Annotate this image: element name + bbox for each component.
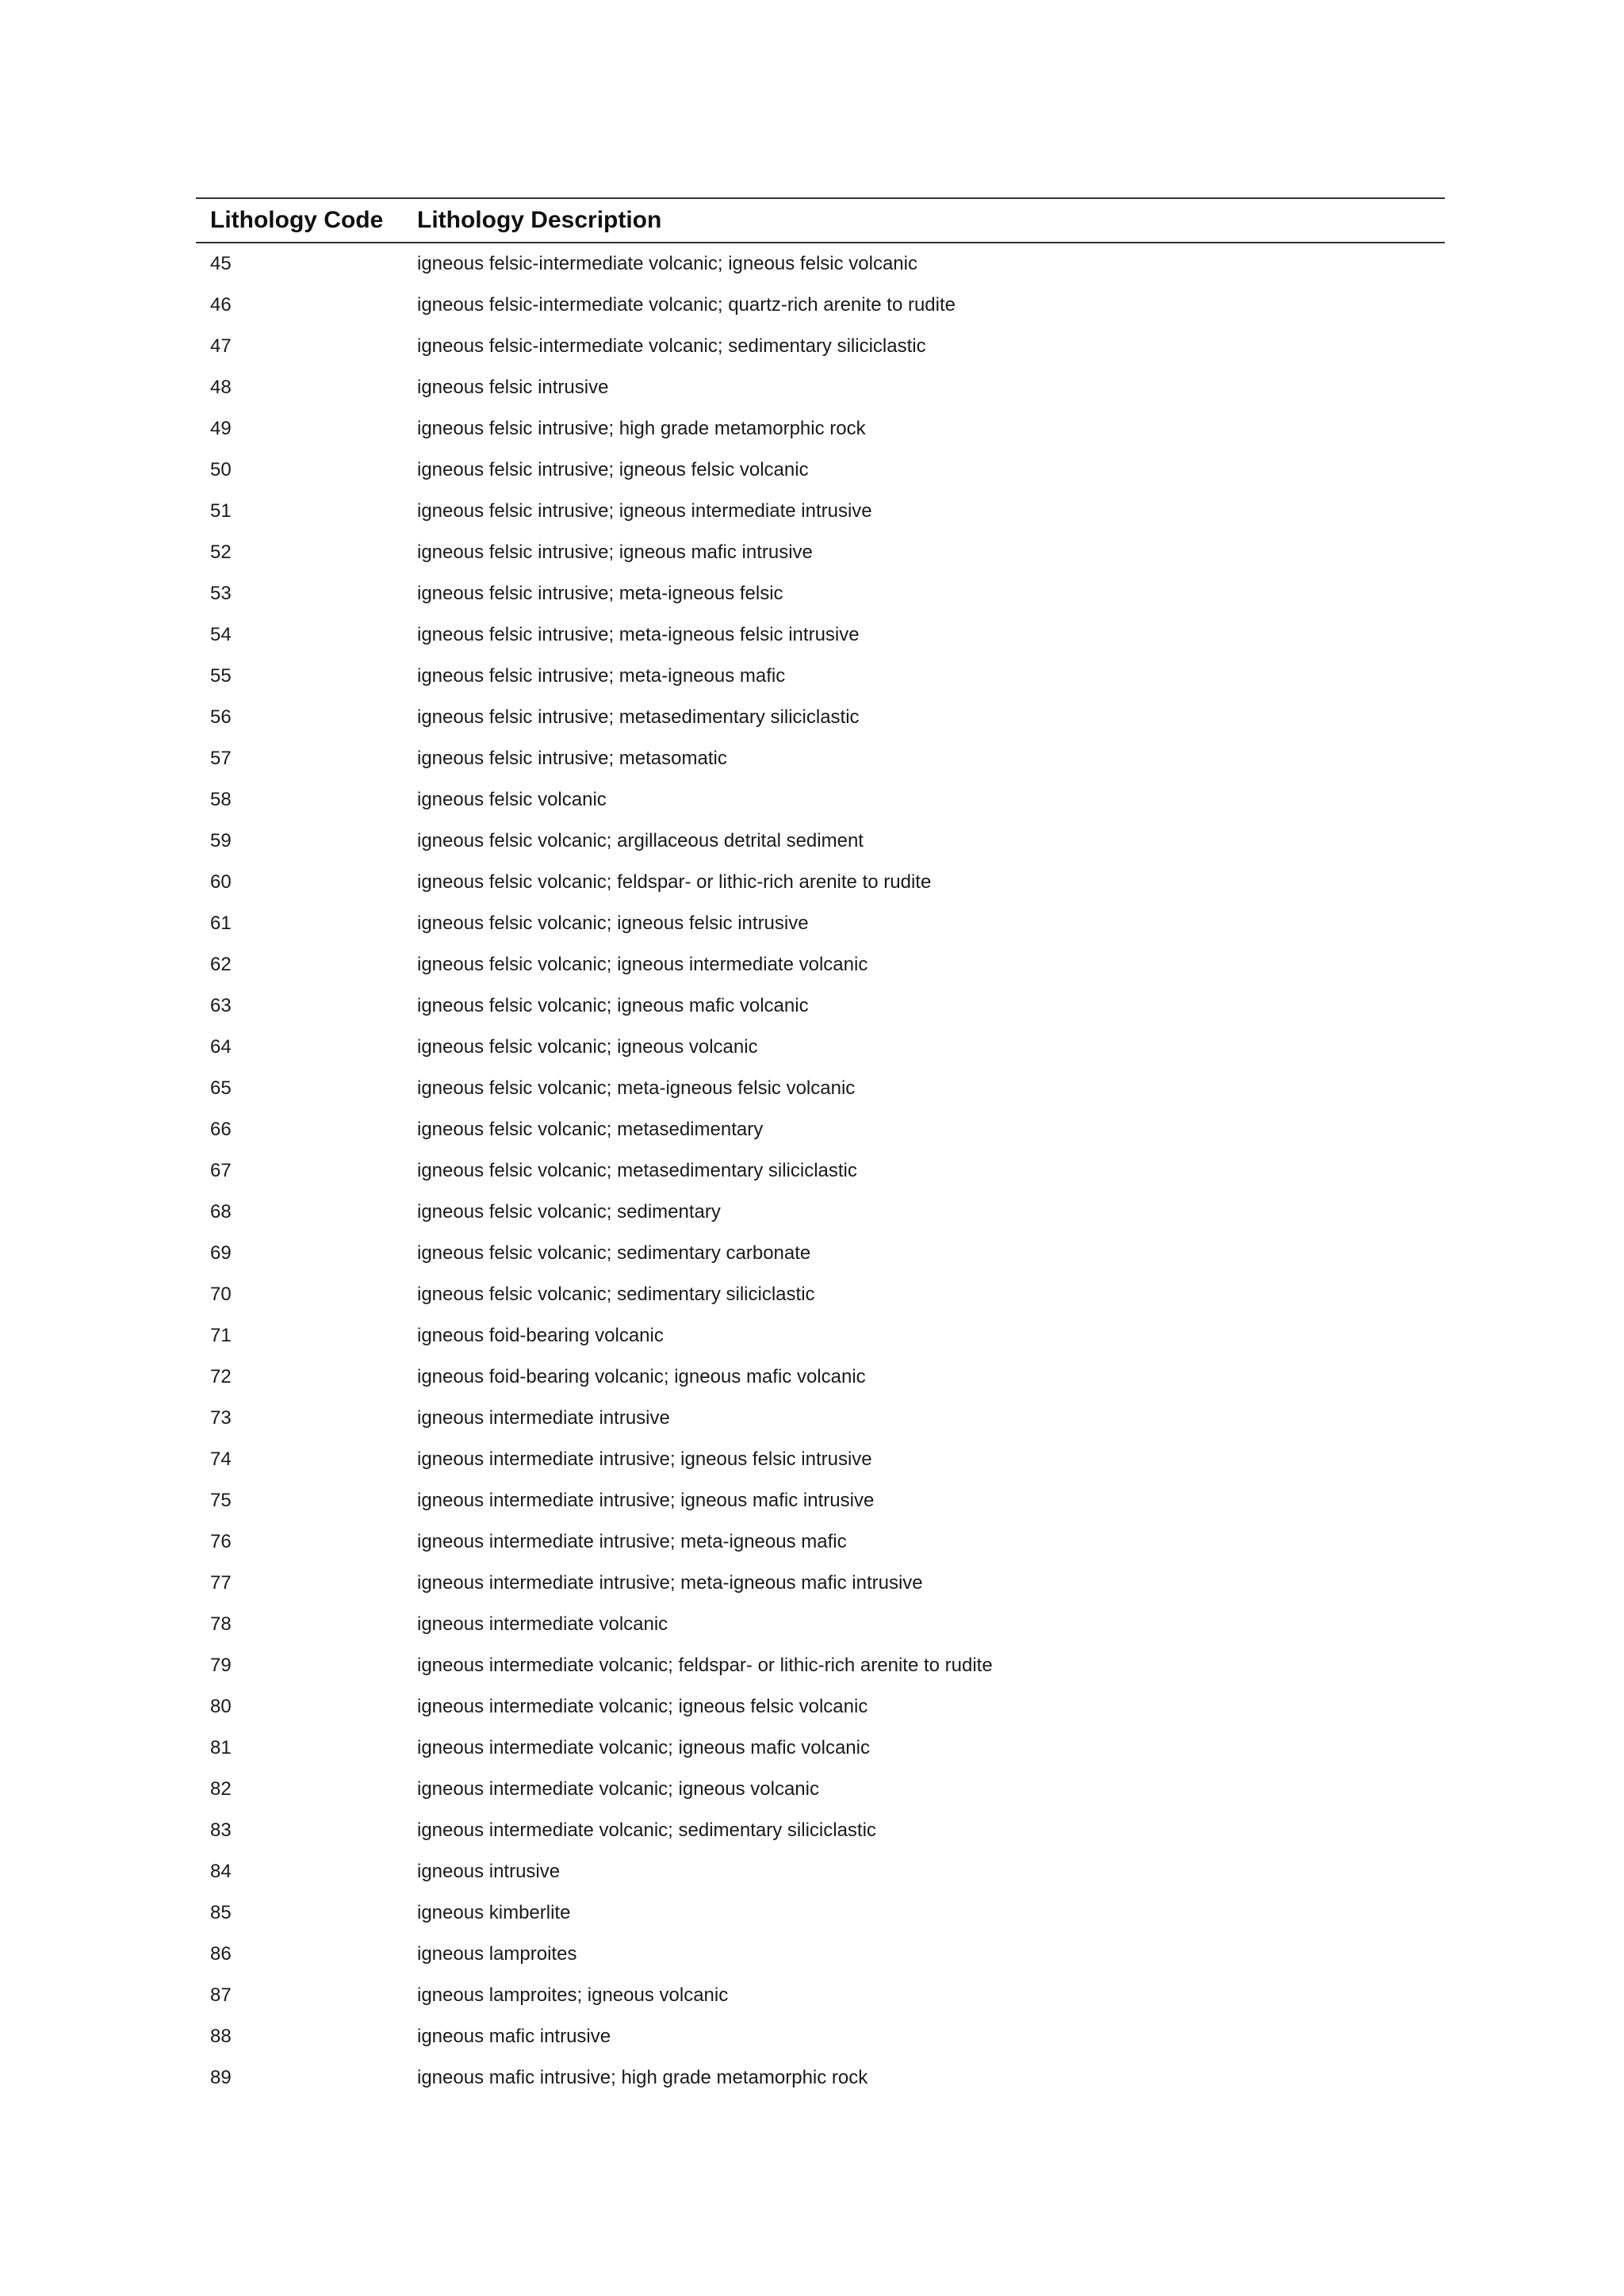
table-row	[196, 1563, 1445, 1604]
table-row	[196, 1439, 1445, 1480]
lithology-description-cell: igneous felsic volcanic	[417, 789, 607, 810]
lithology-code-cell: 59	[210, 830, 232, 851]
header-lithology-code: Lithology Code	[196, 198, 403, 243]
table-row	[196, 285, 1445, 326]
lithology-description-cell: igneous intermediate intrusive; igneous felsic intrusive	[417, 1448, 872, 1470]
table-row	[196, 408, 1445, 450]
lithology-description-cell: igneous intermediate volcanic; igneous mafic volcanic	[417, 1737, 870, 1758]
table-row	[196, 573, 1445, 614]
lithology-description-cell: igneous intermediate volcanic; igneous volcanic	[417, 1778, 819, 1800]
lithology-description-cell: igneous felsic volcanic; feldspar- or lithic-rich arenite to rudite	[417, 871, 932, 893]
lithology-code-cell: 68	[210, 1201, 232, 1223]
lithology-description-cell: igneous felsic volcanic; sedimentary	[417, 1201, 721, 1223]
lithology-code-cell: 74	[210, 1448, 232, 1470]
lithology-code-cell: 65	[210, 1077, 232, 1099]
table-row	[196, 1686, 1445, 1728]
lithology-code-cell: 58	[210, 789, 232, 810]
lithology-description-cell: igneous kimberlite	[417, 1902, 571, 1923]
lithology-description-cell: igneous mafic intrusive; high grade metamorphic rock	[417, 2067, 868, 2088]
lithology-description-cell: igneous felsic intrusive; high grade metamorphic rock	[417, 418, 866, 439]
table-row	[196, 1480, 1445, 1521]
lithology-description-cell: igneous intermediate volcanic; sedimentary siliciclastic	[417, 1820, 876, 1841]
lithology-code-cell: 84	[210, 1861, 232, 1882]
lithology-code-cell: 67	[210, 1160, 232, 1181]
lithology-code-cell: 57	[210, 748, 232, 769]
lithology-code-cell: 61	[210, 913, 232, 934]
table-row	[196, 1274, 1445, 1315]
lithology-code-cell: 62	[210, 954, 232, 975]
lithology-description-cell: igneous felsic intrusive; meta-igneous felsic intrusive	[417, 624, 860, 645]
lithology-description-cell: igneous felsic-intermediate volcanic; quartz-rich arenite to rudite	[417, 294, 956, 316]
table-row	[196, 326, 1445, 367]
lithology-description-cell: igneous felsic volcanic; meta-igneous felsic volcanic	[417, 1077, 856, 1099]
lithology-code-cell: 82	[210, 1778, 232, 1800]
lithology-code-cell: 78	[210, 1613, 232, 1635]
table-row	[196, 243, 1445, 285]
table-row	[196, 1604, 1445, 1645]
lithology-description-cell: igneous intermediate intrusive; meta-igneous mafic intrusive	[417, 1572, 923, 1594]
table-row	[196, 944, 1445, 985]
table-header	[196, 198, 1445, 243]
table-row	[196, 1728, 1445, 1769]
lithology-description-cell: igneous lamproites	[417, 1943, 577, 1965]
table-row	[196, 738, 1445, 779]
table-row	[196, 1398, 1445, 1439]
lithology-description-cell: igneous felsic volcanic; sedimentary carbonate	[417, 1242, 811, 1264]
table-row	[196, 1645, 1445, 1686]
table-row	[196, 1233, 1445, 1274]
lithology-code-cell: 64	[210, 1036, 232, 1058]
lithology-code-cell: 87	[210, 1984, 232, 2006]
lithology-code-cell: 76	[210, 1531, 232, 1552]
lithology-description-cell: igneous felsic intrusive; igneous felsic volcanic	[417, 459, 809, 480]
lithology-code-cell: 46	[210, 294, 232, 316]
lithology-description-cell: igneous felsic intrusive; igneous mafic intrusive	[417, 541, 813, 563]
lithology-code-cell: 49	[210, 418, 232, 439]
lithology-code-cell: 83	[210, 1820, 232, 1841]
lithology-description-cell: igneous felsic volcanic; igneous intermediate volcanic	[417, 954, 868, 975]
table-row	[196, 1150, 1445, 1192]
lithology-code-cell: 69	[210, 1242, 232, 1264]
lithology-code-cell: 72	[210, 1366, 232, 1387]
lithology-code-cell: 81	[210, 1737, 232, 1758]
lithology-code-cell: 56	[210, 706, 232, 728]
lithology-description-cell: igneous intrusive	[417, 1861, 561, 1882]
header-row	[196, 198, 1445, 243]
lithology-description-cell: igneous intermediate volcanic; feldspar- or lithic-rich arenite to rudite	[417, 1655, 993, 1676]
table-row	[196, 367, 1445, 408]
lithology-description-cell: igneous felsic volcanic; metasedimentary	[417, 1119, 764, 1140]
lithology-table	[196, 197, 1445, 2099]
table-row	[196, 491, 1445, 532]
lithology-code-cell: 63	[210, 995, 232, 1016]
lithology-code-cell: 71	[210, 1325, 232, 1346]
lithology-code-cell: 48	[210, 377, 232, 398]
table-row	[196, 862, 1445, 903]
table-row	[196, 903, 1445, 944]
lithology-description-cell: igneous felsic volcanic; igneous volcanic	[417, 1036, 758, 1058]
lithology-code-cell: 85	[210, 1902, 232, 1923]
lithology-code-cell: 55	[210, 665, 232, 687]
lithology-code-cell: 86	[210, 1943, 232, 1965]
lithology-code-cell: 60	[210, 871, 232, 893]
table-row	[196, 532, 1445, 573]
table-row	[196, 821, 1445, 862]
table-body	[196, 243, 1445, 2099]
lithology-code-cell: 52	[210, 541, 232, 563]
lithology-code-cell: 88	[210, 2026, 232, 2047]
lithology-code-cell: 51	[210, 500, 232, 522]
table-row	[196, 2057, 1445, 2099]
table-row	[196, 1357, 1445, 1398]
lithology-description-cell: igneous intermediate intrusive; igneous mafic intrusive	[417, 1490, 875, 1511]
table-row	[196, 1892, 1445, 1934]
lithology-description-cell: igneous felsic volcanic; igneous felsic intrusive	[417, 913, 809, 934]
lithology-description-cell: igneous intermediate volcanic	[417, 1613, 668, 1635]
table-row	[196, 1068, 1445, 1109]
table-row	[196, 1934, 1445, 1975]
table-row	[196, 1975, 1445, 2016]
lithology-code-cell: 45	[210, 253, 232, 274]
lithology-code-cell: 50	[210, 459, 232, 480]
lithology-description-cell: igneous felsic intrusive; metasomatic	[417, 748, 727, 769]
lithology-description-cell: igneous felsic intrusive	[417, 377, 609, 398]
table-row	[196, 1192, 1445, 1233]
table-row	[196, 1810, 1445, 1851]
lithology-description-cell: igneous felsic intrusive; metasedimentary siliciclastic	[417, 706, 860, 728]
lithology-description-cell: igneous felsic volcanic; metasedimentary siliciclastic	[417, 1160, 857, 1181]
lithology-code-cell: 80	[210, 1696, 232, 1717]
lithology-code-cell: 54	[210, 624, 232, 645]
table-row	[196, 450, 1445, 491]
table-row	[196, 2016, 1445, 2057]
lithology-description-cell: igneous felsic volcanic; argillaceous detrital sediment	[417, 830, 864, 851]
table-row	[196, 985, 1445, 1027]
table-row	[196, 1851, 1445, 1892]
table-row	[196, 1521, 1445, 1563]
table-row	[196, 614, 1445, 656]
lithology-code-cell: 53	[210, 583, 232, 604]
lithology-code-cell: 79	[210, 1655, 232, 1676]
table-row	[196, 656, 1445, 697]
lithology-description-cell: igneous foid-bearing volcanic	[417, 1325, 664, 1346]
table-row	[196, 697, 1445, 738]
lithology-code-cell: 66	[210, 1119, 232, 1140]
table-row	[196, 779, 1445, 821]
lithology-description-cell: igneous felsic-intermediate volcanic; sedimentary siliciclastic	[417, 335, 926, 357]
table-row	[196, 1315, 1445, 1357]
lithology-description-cell: igneous felsic intrusive; meta-igneous mafic	[417, 665, 786, 687]
lithology-description-cell: igneous felsic intrusive; meta-igneous felsic	[417, 583, 783, 604]
lithology-description-cell: igneous felsic-intermediate volcanic; igneous felsic volcanic	[417, 253, 917, 274]
lithology-description-cell: igneous felsic volcanic; igneous mafic volcanic	[417, 995, 809, 1016]
lithology-description-cell: igneous felsic intrusive; igneous intermediate intrusive	[417, 500, 872, 522]
header-lithology-description: Lithology Description	[403, 198, 1445, 243]
lithology-code-cell: 77	[210, 1572, 232, 1594]
lithology-description-cell: igneous lamproites; igneous volcanic	[417, 1984, 729, 2006]
lithology-code-cell: 73	[210, 1407, 232, 1429]
lithology-description-cell: igneous intermediate intrusive	[417, 1407, 670, 1429]
lithology-description-cell: igneous intermediate volcanic; igneous felsic volcanic	[417, 1696, 868, 1717]
table-row	[196, 1109, 1445, 1150]
lithology-description-cell: igneous intermediate intrusive; meta-igneous mafic	[417, 1531, 847, 1552]
lithology-code-cell: 47	[210, 335, 232, 357]
table-row	[196, 1027, 1445, 1068]
lithology-code-cell: 75	[210, 1490, 232, 1511]
lithology-description-cell: igneous felsic volcanic; sedimentary siliciclastic	[417, 1284, 815, 1305]
lithology-code-cell: 89	[210, 2067, 232, 2088]
lithology-code-cell: 70	[210, 1284, 232, 1305]
lithology-description-cell: igneous mafic intrusive	[417, 2026, 611, 2047]
lithology-description-cell: igneous foid-bearing volcanic; igneous mafic volcanic	[417, 1366, 866, 1387]
table-row	[196, 1769, 1445, 1810]
